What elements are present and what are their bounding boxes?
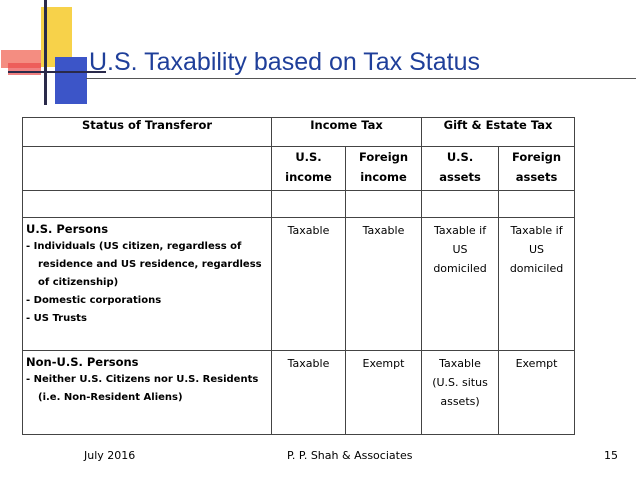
footer-organization: P. P. Shah & Associates [287, 449, 413, 462]
footer-date: July 2016 [84, 449, 136, 462]
cell-foreign-income: Exempt [346, 351, 422, 435]
list-item: - Individuals (US citizen, regardless of [26, 241, 242, 252]
taxability-table [22, 117, 575, 435]
subheader-foreign-income: Foreign income [346, 147, 422, 191]
subheader-empty [23, 147, 272, 191]
list-item-cont: (i.e. Non-Resident Aliens) [38, 392, 183, 403]
header-gift-estate-tax: Gift & Estate Tax [422, 118, 575, 147]
subheader-us-assets: U.S. assets [422, 147, 499, 191]
spacer-cell [272, 191, 346, 218]
decor-red-bar-2 [8, 63, 41, 75]
header-income-tax: Income Tax [272, 118, 422, 147]
cell-us-income: Taxable [272, 351, 346, 435]
cell-us-assets: Taxable (U.S. situs assets) [422, 351, 499, 435]
subheader-us-income: U.S. income [272, 147, 346, 191]
table-spacer-row [23, 191, 575, 218]
category-us-persons [23, 218, 272, 351]
table-header-row [23, 118, 575, 147]
list-item: - Domestic corporations [26, 295, 162, 306]
category-title: Non-U.S. Persons [26, 355, 139, 369]
spacer-cell [499, 191, 575, 218]
decor-blue-square [55, 57, 87, 104]
spacer-cell [23, 191, 272, 218]
spacer-cell [346, 191, 422, 218]
cell-us-income: Taxable [272, 218, 346, 351]
list-item: - Neither U.S. Citizens nor U.S. Residents [26, 374, 259, 385]
list-item-cont: of citizenship) [38, 277, 119, 288]
cell-foreign-assets: Exempt [499, 351, 575, 435]
subheader-foreign-assets: Foreign assets [499, 147, 575, 191]
list-item-cont: residence and US residence, regardless [38, 259, 262, 270]
page-number: 15 [604, 449, 618, 462]
cell-foreign-income: Taxable [346, 218, 422, 351]
list-item: - US Trusts [26, 313, 87, 324]
table-row-us-persons [23, 218, 575, 351]
title-underline [86, 78, 636, 79]
decor-vertical-line [44, 0, 47, 105]
spacer-cell [422, 191, 499, 218]
table-subheader-row [23, 147, 575, 191]
slide-title: U.S. Taxability based on Tax Status [89, 48, 480, 76]
cell-us-assets: Taxable if US domiciled [422, 218, 499, 351]
category-title: U.S. Persons [26, 222, 109, 236]
header-status: Status of Transferor [23, 118, 272, 147]
table-row-non-us-persons [23, 351, 575, 435]
cell-foreign-assets: Taxable if US domiciled [499, 218, 575, 351]
category-non-us-persons [23, 351, 272, 435]
